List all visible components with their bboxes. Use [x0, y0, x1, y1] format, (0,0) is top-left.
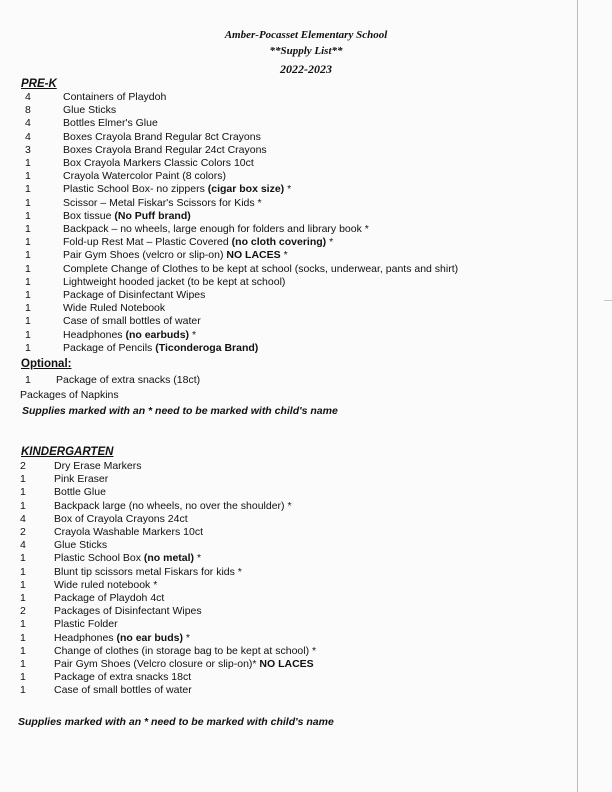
- item-emphasis: (cigar box size): [207, 183, 285, 196]
- item-text: Backpack – no wheels, large enough for folders and library book *: [63, 223, 369, 235]
- item-quantity: 8: [25, 104, 31, 117]
- item-text: Crayola Washable Markers 10ct: [54, 526, 203, 538]
- item-description: [63, 91, 166, 104]
- item-description: [54, 539, 107, 552]
- item-quantity: 1: [20, 592, 26, 604]
- item-suffix: *: [182, 631, 190, 644]
- item-quantity: 1: [25, 223, 31, 235]
- item-quantity: 1: [25, 262, 31, 275]
- optional-item-qty: 1: [25, 374, 31, 386]
- item-text: Scissor – Metal Fiskar's Scissors for Kids *: [63, 196, 262, 209]
- item-text: Change of clothes (in storage bag to be kept at school) *: [54, 644, 317, 657]
- item-description: [63, 302, 165, 315]
- item-quantity: 1: [25, 236, 31, 249]
- item-quantity: 2: [20, 460, 26, 472]
- item-quantity: 1: [25, 183, 31, 196]
- item-text: Fold-up Rest Mat – Plastic Covered: [63, 236, 232, 249]
- item-text: Crayola Watercolor Paint (8 colors): [63, 170, 226, 183]
- item-description: [63, 263, 458, 276]
- item-quantity: 1: [20, 631, 26, 644]
- item-emphasis: (no ear buds): [116, 631, 183, 644]
- item-description: [63, 249, 288, 262]
- item-text: Package of extra snacks 18ct: [54, 671, 192, 684]
- item-quantity: 1: [25, 196, 31, 209]
- item-quantity: 1: [25, 302, 31, 315]
- item-description: [54, 658, 314, 671]
- item-emphasis: NO LACES: [226, 249, 281, 262]
- item-quantity: 4: [25, 130, 31, 143]
- item-text: Pink Eraser: [54, 473, 109, 486]
- item-text: Package of Playdoh 4ct: [54, 592, 165, 604]
- item-description: [54, 618, 118, 631]
- item-description: [54, 579, 157, 592]
- item-quantity: 1: [20, 499, 26, 512]
- item-suffix: *: [194, 552, 202, 565]
- item-text: Containers of Playdoh: [63, 91, 167, 103]
- item-quantity: 1: [20, 565, 26, 578]
- item-quantity: 1: [25, 289, 31, 301]
- optional-item-snacks: Package of extra snacks (18ct): [56, 374, 201, 386]
- item-description: [54, 460, 142, 473]
- item-description: [54, 566, 242, 579]
- item-description: [63, 329, 196, 342]
- item-text: Plastic School Box: [54, 552, 144, 565]
- item-description: [63, 210, 191, 223]
- item-text: Package of Disinfectant Wipes: [63, 289, 206, 301]
- item-text: Packages of Disinfectant Wipes: [54, 605, 202, 618]
- item-description: [63, 144, 267, 157]
- item-quantity: 1: [25, 315, 31, 328]
- item-description: [54, 552, 201, 565]
- kindergarten-name-note: Supplies marked with an * need to be marked with child's name: [18, 716, 334, 728]
- item-description: [63, 223, 369, 236]
- item-description: [63, 342, 258, 355]
- item-emphasis: (No Puff brand): [114, 209, 191, 222]
- item-description: [63, 170, 226, 183]
- item-quantity: 4: [25, 117, 31, 130]
- item-emphasis: (Ticonderoga Brand): [155, 341, 259, 354]
- item-description: [63, 289, 205, 302]
- item-text: Backpack large (no wheels, no over the shoulder) *: [54, 499, 292, 512]
- item-text: Bottle Glue: [54, 486, 106, 499]
- item-quantity: 1: [20, 473, 26, 486]
- item-quantity: 4: [20, 539, 26, 552]
- item-emphasis: (no earbuds): [125, 328, 190, 341]
- optional-heading: Optional:: [21, 358, 72, 370]
- item-quantity: 1: [25, 341, 31, 354]
- item-quantity: 3: [25, 143, 31, 156]
- item-quantity: 2: [20, 605, 26, 618]
- item-text: Case of small bottles of water: [63, 315, 201, 328]
- item-quantity: 1: [25, 157, 31, 169]
- item-text: Wide Ruled Notebook: [63, 302, 166, 315]
- item-quantity: 2: [20, 526, 26, 538]
- item-quantity: 1: [25, 170, 31, 183]
- item-quantity: 1: [20, 671, 26, 684]
- item-quantity: 4: [20, 512, 26, 525]
- item-text: Box tissue: [63, 209, 115, 222]
- item-description: [54, 592, 164, 605]
- optional-item-napkins: Packages of Napkins: [20, 389, 119, 401]
- kindergarten-heading: KINDERGARTEN: [21, 446, 114, 458]
- scan-margin-mark: [604, 300, 612, 301]
- item-suffix: *: [284, 183, 292, 196]
- item-text: Wide ruled notebook *: [54, 578, 158, 591]
- item-description: [54, 671, 191, 684]
- item-text: Box Crayola Markers Classic Colors 10ct: [63, 157, 254, 169]
- item-description: [54, 513, 188, 526]
- item-text: Complete Change of Clothes to be kept at school (socks, underwear, pants and shirt): [63, 262, 459, 275]
- item-text: Headphones: [54, 631, 117, 644]
- item-text: Pair Gym Shoes (velcro or slip-on): [63, 249, 227, 262]
- school-year: 2022-2023: [280, 62, 332, 76]
- item-suffix: *: [326, 236, 334, 249]
- item-text: Boxes Crayola Brand Regular 8ct Crayons: [63, 130, 261, 143]
- item-quantity: 1: [25, 328, 31, 341]
- item-text: Blunt tip scissors metal Fiskars for kids *: [54, 565, 242, 578]
- document-subtitle: **Supply List**: [269, 45, 343, 57]
- item-emphasis: (no cloth covering): [231, 236, 327, 249]
- item-quantity: 1: [20, 684, 26, 697]
- item-text: Boxes Crayola Brand Regular 24ct Crayons: [63, 143, 267, 156]
- item-quantity: 4: [25, 91, 31, 103]
- item-description: [63, 104, 116, 117]
- item-text: Plastic Folder: [54, 618, 118, 631]
- item-description: [63, 183, 291, 196]
- prek-name-note: Supplies marked with an * need to be marked with child's name: [22, 405, 338, 417]
- item-quantity: 1: [20, 644, 26, 657]
- item-text: Pair Gym Shoes (Velcro closure or slip-on)*: [54, 658, 260, 670]
- item-quantity: 1: [20, 486, 26, 499]
- item-emphasis: (no metal): [143, 552, 195, 565]
- item-quantity: 1: [20, 552, 26, 565]
- item-text: Headphones: [63, 328, 126, 341]
- item-text: Glue Sticks: [54, 539, 108, 552]
- item-quantity: 1: [20, 658, 26, 670]
- item-description: [63, 157, 254, 170]
- item-quantity: 1: [20, 618, 26, 631]
- item-description: [54, 605, 202, 618]
- item-suffix: *: [280, 249, 288, 262]
- item-description: [54, 486, 106, 499]
- item-quantity: 1: [25, 209, 31, 222]
- item-description: [54, 632, 190, 645]
- item-text: Case of small bottles of water: [54, 684, 192, 697]
- item-description: [54, 473, 108, 486]
- item-text: Glue Sticks: [63, 104, 117, 117]
- item-quantity: 1: [25, 275, 31, 288]
- prek-heading: PRE-K: [21, 78, 57, 90]
- item-description: [63, 315, 201, 328]
- item-text: Lightweight hooded jacket (to be kept at school): [63, 275, 286, 288]
- item-quantity: 1: [25, 249, 31, 262]
- item-quantity: 1: [20, 578, 26, 591]
- item-description: [54, 645, 316, 658]
- item-description: [54, 684, 192, 697]
- item-description: [54, 526, 203, 539]
- item-description: [54, 500, 292, 513]
- item-text: Dry Erase Markers: [54, 460, 142, 472]
- school-name: Amber-Pocasset Elementary School: [224, 29, 388, 41]
- item-description: [63, 197, 262, 210]
- item-description: [63, 117, 158, 130]
- item-description: [63, 236, 333, 249]
- item-text: Box of Crayola Crayons 24ct: [54, 512, 188, 525]
- scan-margin-line: [577, 0, 578, 792]
- item-text: Plastic School Box- no zippers: [63, 183, 208, 196]
- item-suffix: *: [189, 328, 197, 341]
- item-text: Bottles Elmer's Glue: [63, 117, 158, 130]
- item-emphasis: NO LACES: [259, 658, 314, 670]
- item-description: [63, 131, 261, 144]
- item-text: Package of Pencils: [63, 341, 156, 354]
- item-description: [63, 276, 285, 289]
